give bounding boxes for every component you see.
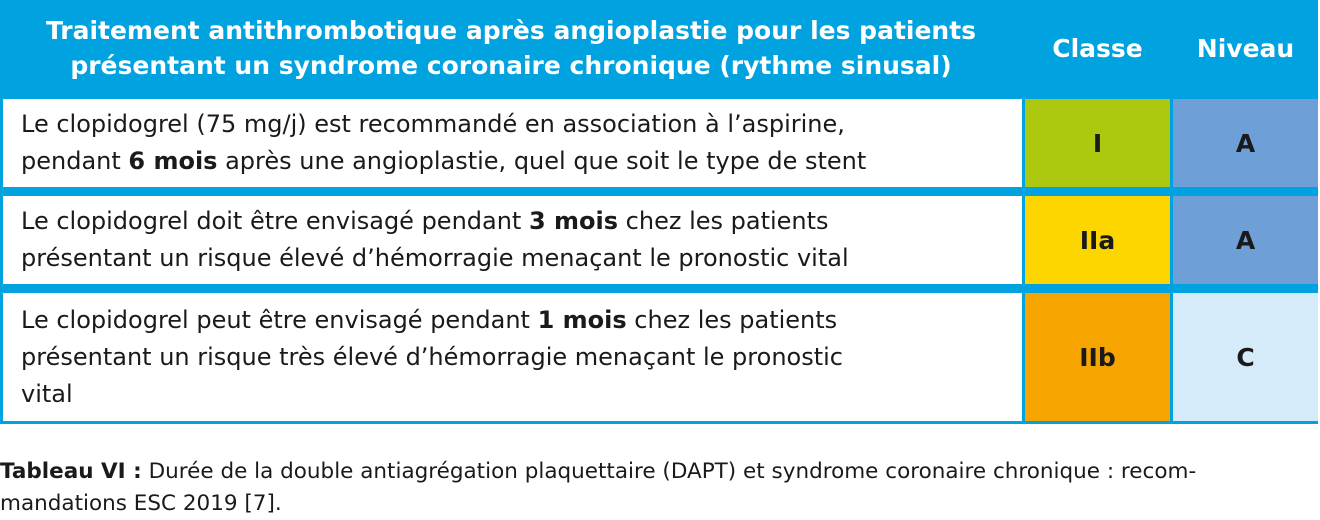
row-3-class-badge: IIb [1025, 293, 1170, 421]
row-2-class-badge: IIa [1025, 196, 1170, 284]
caption-line-1: Tableau VI : Durée de la double antiagrégation plaquettaire (DAPT) et syndrome coronaire chronique : recom- [0, 459, 1197, 484]
row-1-line-2: pendant 6 mois après une angioplastie, quel que soit le type de stent [21, 147, 867, 175]
row-1-class-badge: I [1025, 99, 1170, 187]
table-row-2-text [3, 196, 1022, 284]
table-row-1-text [3, 99, 1022, 187]
table-caption [0, 456, 1316, 520]
row-3-duration: 1 mois [537, 305, 627, 334]
table-header-class: Classe [1052, 33, 1143, 63]
table-header-level: Niveau [1196, 33, 1295, 63]
table-header-title [0, 0, 1022, 96]
row-3-line-3: vital [21, 379, 73, 408]
row-2-line-2: présentant un risque élevé d’hémorragie menaçant le pronostic vital [21, 244, 849, 272]
row-1-line-1: Le clopidogrel (75 mg/j) est recommandé en association à l’aspirine, [21, 110, 845, 138]
row-1-level-badge: A [1173, 99, 1318, 187]
table-row-3-text [3, 293, 1022, 421]
row-2-level-badge: A [1173, 196, 1318, 284]
row-1-duration: 6 mois [128, 147, 218, 175]
header-title-line-1: Traitement antithrombotique après angioplastie pour les patients [45, 16, 977, 45]
row-3-level-badge: C [1173, 293, 1318, 421]
row-2-duration: 3 mois [528, 207, 619, 235]
caption-line-2: mandations ESC 2019 [7]. [0, 491, 282, 516]
row-3-line-2: présentant un risque très élevé d’hémorragie menaçant le pronostic [21, 342, 843, 371]
header-title-line-2: présentant un syndrome coronaire chronique (rythme sinusal) [70, 51, 952, 80]
caption-label: Tableau VI : [0, 459, 142, 484]
row-3-line-1: Le clopidogrel peut être envisagé pendant 1 mois chez les patients [21, 305, 838, 334]
row-2-line-1: Le clopidogrel doit être envisagé pendant 3 mois chez les patients [21, 207, 829, 235]
